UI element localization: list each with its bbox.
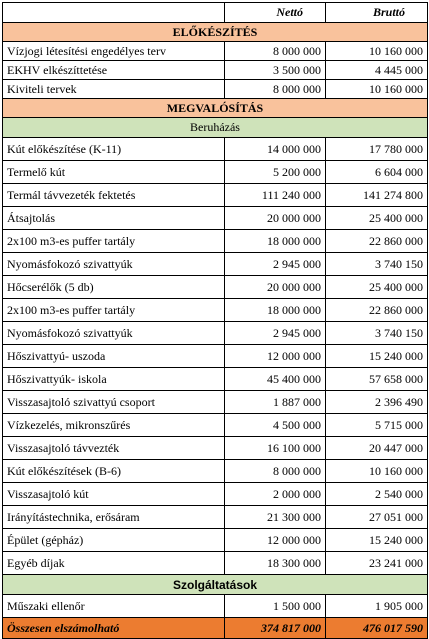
table-row xyxy=(3,138,428,161)
brutto-value: 141 274 800 xyxy=(326,184,428,207)
netto-value: 8 000 000 xyxy=(225,80,326,99)
cost-item-label: Vízjogi létesítési engedélyes terv xyxy=(3,42,225,61)
netto-value: 18 000 000 xyxy=(225,299,326,322)
table-row xyxy=(3,161,428,184)
brutto-value: 3 740 150 xyxy=(326,322,428,345)
header-brutto: Bruttó xyxy=(326,3,428,23)
subsection-title: Szolgáltatások xyxy=(3,575,428,595)
netto-value: 5 200 000 xyxy=(225,161,326,184)
brutto-value: 4 445 000 xyxy=(326,61,428,80)
cost-item-label: Műszaki ellenőr xyxy=(3,595,225,618)
subsection-title: Beruházás xyxy=(3,118,428,138)
netto-value: 3 500 000 xyxy=(225,61,326,80)
table-row xyxy=(3,391,428,414)
cost-item-label: 2x100 m3-es puffer tartály xyxy=(3,299,225,322)
netto-value: 1 500 000 xyxy=(225,595,326,618)
table-row xyxy=(3,368,428,391)
section-title: MEGVALÓSÍTÁS xyxy=(3,99,428,118)
table-row xyxy=(3,207,428,230)
cost-item-label: Visszasajtoló kút xyxy=(3,483,225,506)
brutto-value: 10 160 000 xyxy=(326,460,428,483)
table-row xyxy=(3,483,428,506)
subsection-beruhazas xyxy=(3,118,428,138)
netto-value: 20 000 000 xyxy=(225,207,326,230)
cost-table xyxy=(2,2,428,639)
netto-value: 21 300 000 xyxy=(225,506,326,529)
cost-item-label: Termelő kút xyxy=(3,161,225,184)
table-row xyxy=(3,253,428,276)
brutto-value: 15 240 000 xyxy=(326,345,428,368)
total-brutto: 476 017 590 xyxy=(326,618,428,639)
section-title: ELŐKÉSZÍTÉS xyxy=(3,23,428,42)
total-row xyxy=(3,618,428,639)
brutto-value: 15 240 000 xyxy=(326,529,428,552)
cost-item-label: Hőszivattyú- uszoda xyxy=(3,345,225,368)
brutto-value: 6 604 000 xyxy=(326,161,428,184)
total-netto: 374 817 000 xyxy=(225,618,326,639)
header-row xyxy=(3,3,428,23)
table-row xyxy=(3,345,428,368)
brutto-value: 57 658 000 xyxy=(326,368,428,391)
cost-item-label: Visszasajtoló távvezték xyxy=(3,437,225,460)
cost-item-label: Átsajtolás xyxy=(3,207,225,230)
netto-value: 18 000 000 xyxy=(225,230,326,253)
brutto-value: 1 905 000 xyxy=(326,595,428,618)
table-row xyxy=(3,460,428,483)
table-row xyxy=(3,506,428,529)
total-label: Összesen elszámolható xyxy=(3,618,225,639)
brutto-value: 22 860 000 xyxy=(326,230,428,253)
brutto-value: 23 241 000 xyxy=(326,552,428,575)
cost-item-label: Vízkezelés, mikronszűrés xyxy=(3,414,225,437)
cost-item-label: Kút előkészítések (B-6) xyxy=(3,460,225,483)
cost-item-label: Kiviteli tervek xyxy=(3,80,225,99)
brutto-value: 25 400 000 xyxy=(326,207,428,230)
header-netto: Nettó xyxy=(225,3,326,23)
brutto-value: 27 051 000 xyxy=(326,506,428,529)
netto-value: 2 945 000 xyxy=(225,322,326,345)
netto-value: 14 000 000 xyxy=(225,138,326,161)
section-elokeszites xyxy=(3,23,428,42)
cost-item-label: Visszasajtoló szivattyú csoport xyxy=(3,391,225,414)
brutto-value: 17 780 000 xyxy=(326,138,428,161)
table-row xyxy=(3,414,428,437)
cost-item-label: Hőszivattyúk- iskola xyxy=(3,368,225,391)
table-row xyxy=(3,437,428,460)
header-blank-cell xyxy=(3,3,225,23)
table-row xyxy=(3,80,428,99)
cost-item-label: Kút előkészítése (K-11) xyxy=(3,138,225,161)
netto-value: 20 000 000 xyxy=(225,276,326,299)
brutto-value: 2 540 000 xyxy=(326,483,428,506)
table-row xyxy=(3,61,428,80)
brutto-value: 20 447 000 xyxy=(326,437,428,460)
table-row xyxy=(3,184,428,207)
table-row xyxy=(3,322,428,345)
netto-value: 18 300 000 xyxy=(225,552,326,575)
netto-value: 2 000 000 xyxy=(225,483,326,506)
netto-value: 8 000 000 xyxy=(225,460,326,483)
cost-item-label: Hőcserélők (5 db) xyxy=(3,276,225,299)
netto-value: 45 400 000 xyxy=(225,368,326,391)
brutto-value: 25 400 000 xyxy=(326,276,428,299)
cost-item-label: Nyomásfokozó szivattyúk xyxy=(3,322,225,345)
cost-item-label: Irányítástechnika, erősáram xyxy=(3,506,225,529)
brutto-value: 3 740 150 xyxy=(326,253,428,276)
cost-item-label: Épület (gépház) xyxy=(3,529,225,552)
table-row xyxy=(3,276,428,299)
table-row xyxy=(3,552,428,575)
netto-value: 8 000 000 xyxy=(225,42,326,61)
cost-item-label: 2x100 m3-es puffer tartály xyxy=(3,230,225,253)
netto-value: 16 100 000 xyxy=(225,437,326,460)
table-row xyxy=(3,42,428,61)
section-megvalositas xyxy=(3,99,428,118)
table-row xyxy=(3,595,428,618)
subsection-szolgaltatasok xyxy=(3,575,428,595)
netto-value: 12 000 000 xyxy=(225,345,326,368)
table-row xyxy=(3,230,428,253)
brutto-value: 10 160 000 xyxy=(326,80,428,99)
netto-value: 111 240 000 xyxy=(225,184,326,207)
brutto-value: 10 160 000 xyxy=(326,42,428,61)
netto-value: 2 945 000 xyxy=(225,253,326,276)
cost-item-label: Nyomásfokozó szivattyúk xyxy=(3,253,225,276)
netto-value: 4 500 000 xyxy=(225,414,326,437)
netto-value: 1 887 000 xyxy=(225,391,326,414)
brutto-value: 2 396 490 xyxy=(326,391,428,414)
cost-item-label: Termál távvezeték fektetés xyxy=(3,184,225,207)
cost-item-label: Egyéb díjak xyxy=(3,552,225,575)
cost-item-label: EKHV elkészíttetése xyxy=(3,61,225,80)
table-row xyxy=(3,529,428,552)
table-row xyxy=(3,299,428,322)
brutto-value: 22 860 000 xyxy=(326,299,428,322)
brutto-value: 5 715 000 xyxy=(326,414,428,437)
netto-value: 12 000 000 xyxy=(225,529,326,552)
